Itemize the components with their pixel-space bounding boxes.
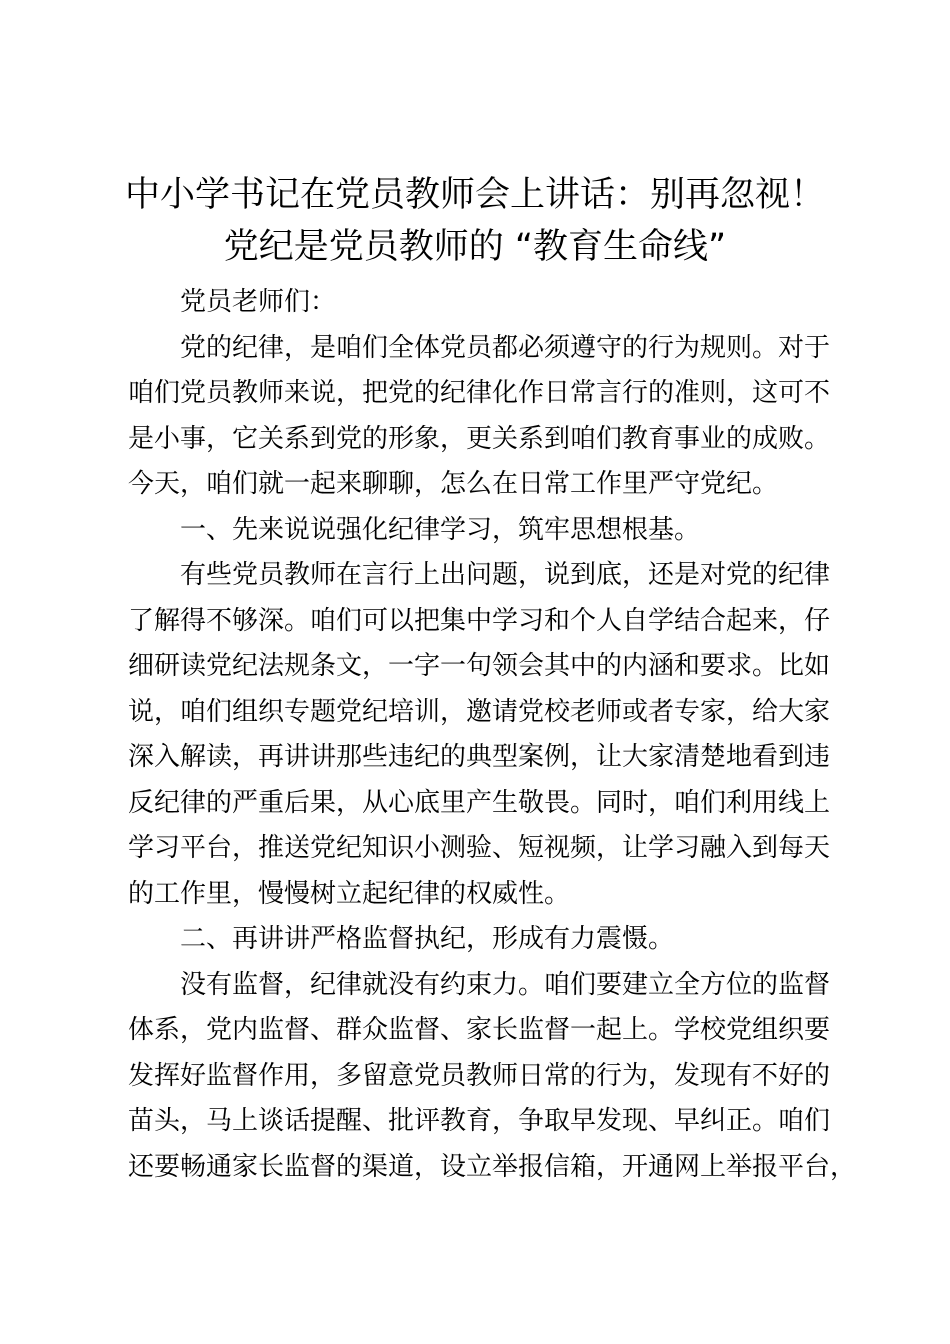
paragraph-2-line: 说，咱们组织专题党纪培训，邀请党校老师或者专家，给大家 xyxy=(128,696,831,727)
document-title-line-1: 中小学书记在党员教师会上讲话：别再忽视！ xyxy=(124,175,825,215)
section-heading-2: 二、再讲讲严格监督执纪，形成有力震慑。 xyxy=(180,924,675,954)
paragraph-2-line: 反纪律的严重后果，从心底里产生敬畏。同时，咱们利用线上 xyxy=(128,787,831,818)
paragraph-2-line: 的工作里，慢慢树立起纪律的权威性。 xyxy=(128,878,571,909)
paragraph-3-line: 发挥好监督作用，多留意党员教师日常的行为，发现有不好的 xyxy=(128,1060,831,1091)
paragraph-3-line: 没有监督，纪律就没有约束力。咱们要建立全方位的监督 xyxy=(180,969,831,1000)
paragraph-2-line: 深入解读，再讲讲那些违纪的典型案例，让大家清楚地看到违 xyxy=(128,742,831,772)
document-title-line-2: 党纪是党员教师的 “教育生命线” xyxy=(223,227,727,267)
document-body xyxy=(128,280,857,1190)
paragraph-2-line: 细研读党纪法规条文，一字一句领会其中的内涵和要求。比如 xyxy=(128,651,831,681)
paragraph-2-line: 学习平台，推送党纪知识小测验、短视频，让学习融入到每天 xyxy=(128,833,831,863)
salutation: 党员老师们： xyxy=(180,287,337,317)
paragraph-2-line: 有些党员教师在言行上出问题，说到底，还是对党的纪律 xyxy=(180,560,831,590)
paragraph-1-line: 今天，咱们就一起来聊聊，怎么在日常工作里严守党纪。 xyxy=(128,469,779,499)
paragraph-3-line: 还要畅通家长监督的渠道，设立举报信箱，开通网上举报平台， xyxy=(128,1151,857,1182)
paragraph-2-line: 了解得不够深。咱们可以把集中学习和个人自学结合起来，仔 xyxy=(128,605,831,636)
paragraph-1-line: 党的纪律，是咱们全体党员都必须遵守的行为规则。对于 xyxy=(180,332,831,363)
section-heading-1: 一、先来说说强化纪律学习，筑牢思想根基。 xyxy=(180,514,701,545)
paragraph-1-line: 是小事，它关系到党的形象，更关系到咱们教育事业的成败。 xyxy=(128,423,831,454)
paragraph-3-line: 苗头，马上谈话提醒、批评教育，争取早发现、早纠正。咱们 xyxy=(128,1106,831,1136)
paragraph-3-line: 体系，党内监督、群众监督、家长监督一起上。学校党组织要 xyxy=(128,1015,831,1045)
paragraph-1-line: 咱们党员教师来说，把党的纪律化作日常言行的准则，这可不 xyxy=(128,378,831,408)
